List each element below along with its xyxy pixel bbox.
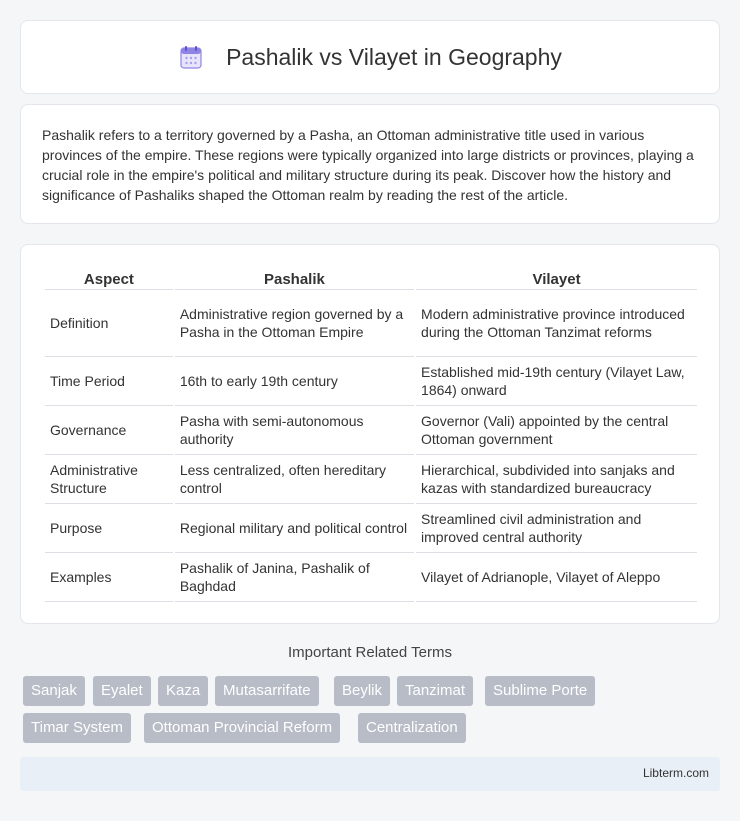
tag-sublime-porte[interactable]: Sublime Porte: [485, 676, 595, 706]
comparison-table: [43, 265, 699, 602]
header-aspect: Aspect: [45, 265, 173, 290]
tag-centralization[interactable]: Centralization: [358, 713, 466, 743]
table-row: [45, 553, 697, 602]
related-terms-title: Important Related Terms: [288, 644, 452, 661]
tag-mutasarrifate[interactable]: Mutasarrifate: [215, 676, 319, 706]
table-cell: Hierarchical, subdivided into sanjaks and kazas with standardized bureaucracy: [416, 455, 697, 504]
tag-ottoman-provincial-reform[interactable]: Ottoman Provincial Reform: [144, 713, 340, 743]
table-row: [45, 455, 697, 504]
page-title: Pashalik vs Vilayet in Geography: [226, 43, 562, 70]
table-cell: Established mid-19th century (Vilayet Law, 1864) onward: [416, 357, 697, 406]
table-cell: Streamlined civil administration and improved central authority: [416, 504, 697, 553]
footer-site-link[interactable]: Libterm.com: [642, 766, 709, 780]
tag-tanzimat[interactable]: Tanzimat: [397, 676, 473, 706]
table-cell: Examples: [45, 553, 173, 602]
table-row: [45, 406, 697, 455]
tag-kaza[interactable]: Kaza: [158, 676, 208, 706]
table-cell: Purpose: [45, 504, 173, 553]
table-cell: Governor (Vali) appointed by the central Ottoman government: [416, 406, 697, 455]
header-pashalik: Pashalik: [175, 265, 414, 290]
table-cell: Vilayet of Adrianople, Vilayet of Aleppo: [416, 553, 697, 602]
table-cell: Definition: [45, 290, 173, 357]
tag-sanjak[interactable]: Sanjak: [23, 676, 85, 706]
tag-eyalet[interactable]: Eyalet: [93, 676, 151, 706]
tag-beylik[interactable]: Beylik: [334, 676, 390, 706]
comparison-table-card: [20, 244, 720, 624]
table-cell: Governance: [45, 406, 173, 455]
tag-timar-system[interactable]: Timar System: [23, 713, 131, 743]
header-vilayet: Vilayet: [416, 265, 697, 290]
table-cell: Pashalik of Janina, Pashalik of Baghdad: [175, 553, 414, 602]
table-cell: Administrative region governed by a Pasha in the Ottoman Empire: [175, 290, 414, 357]
table-row: [45, 290, 697, 357]
table-cell: Time Period: [45, 357, 173, 406]
table-cell: 16th to early 19th century: [175, 357, 414, 406]
table-row: [45, 357, 697, 406]
table-cell: Less centralized, often hereditary control: [175, 455, 414, 504]
table-cell: Regional military and political control: [175, 504, 414, 553]
table-header-row: [45, 265, 697, 290]
table-cell: Modern administrative province introduced during the Ottoman Tanzimat reforms: [416, 290, 697, 357]
table-cell: Administrative Structure: [45, 455, 173, 504]
intro-card: [20, 104, 720, 224]
header-card: [20, 20, 720, 94]
table-row: [45, 504, 697, 553]
table-cell: Pasha with semi-autonomous authority: [175, 406, 414, 455]
intro-text: Pashalik refers to a territory governed by a Pasha, an Ottoman administrative title used in various provinces of the empire. These regions were typically organized into large districts or provinces, playing a crucial role in the empire's political and military structure during its peak. Discover how the history and significance of Pashaliks shaped the Ottoman realm by reading the rest of the article.: [42, 127, 694, 203]
footer: [20, 757, 720, 791]
calendar-icon: [178, 44, 204, 70]
